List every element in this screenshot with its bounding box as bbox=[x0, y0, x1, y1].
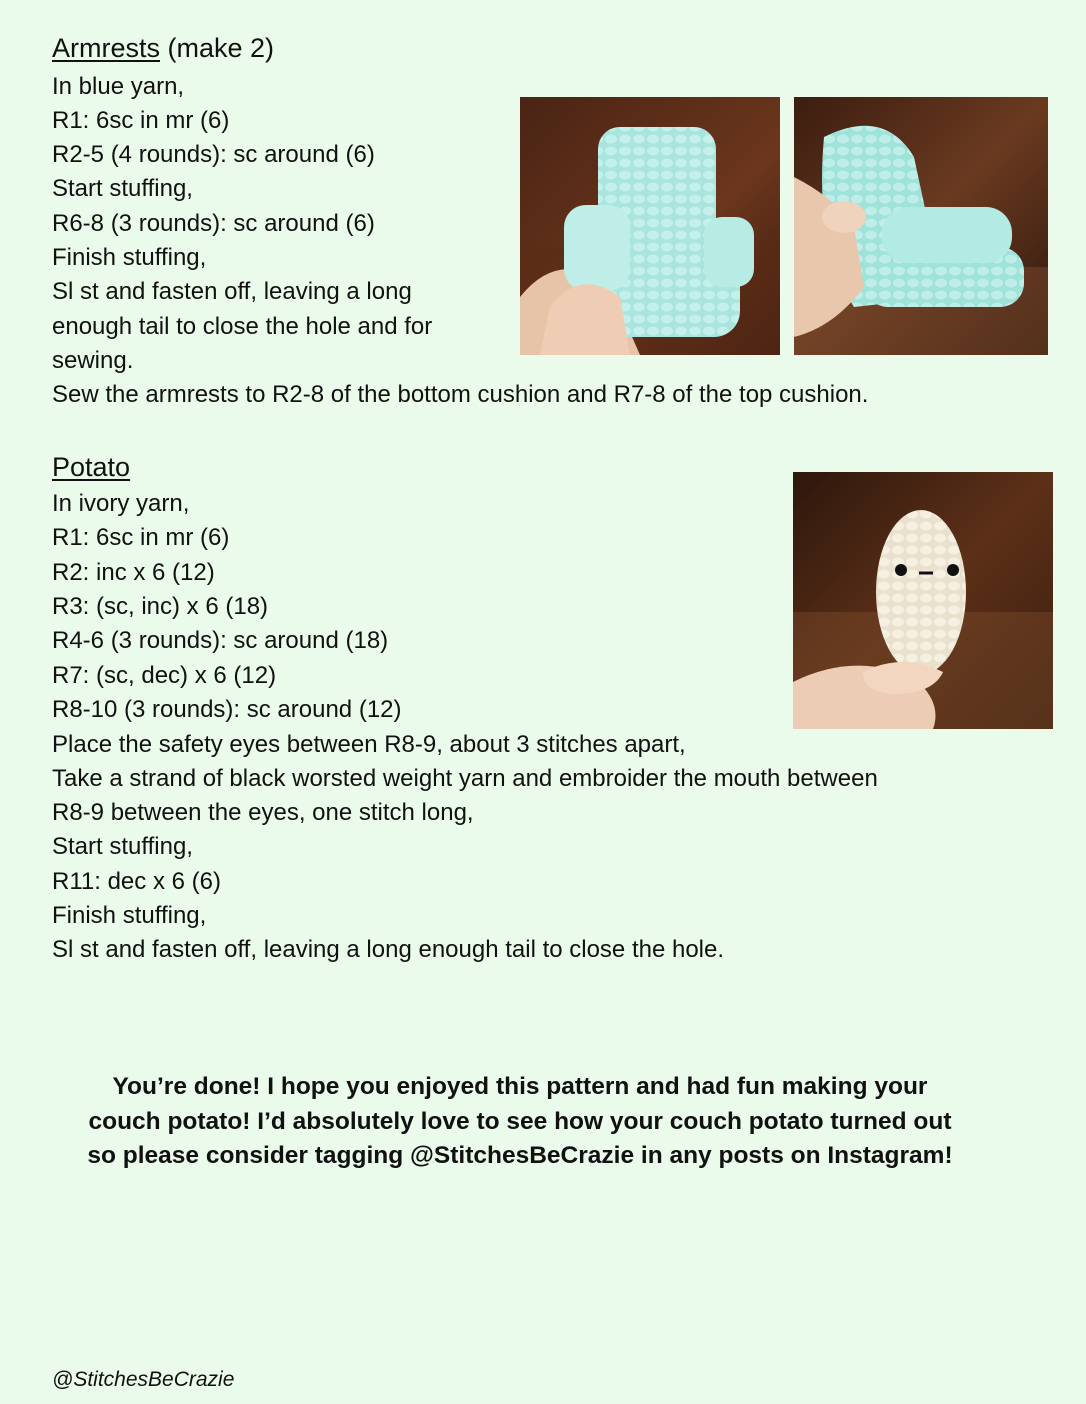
armrests-title: Armrests bbox=[52, 33, 160, 63]
armrests-line: Sew the armrests to R2-8 of the bottom cushion and R7-8 of the top cushion. bbox=[52, 381, 869, 408]
footer-handle: @StitchesBeCrazie bbox=[52, 1368, 235, 1391]
armrests-heading bbox=[52, 31, 274, 65]
closing-message bbox=[30, 1070, 1010, 1174]
potato-line: R4-6 (3 rounds): sc around (18) bbox=[52, 627, 389, 654]
armrests-line: R6-8 (3 rounds): sc around (6) bbox=[52, 210, 375, 237]
armrests-line: R1: 6sc in mr (6) bbox=[52, 107, 230, 134]
potato-line: Place the safety eyes between R8-9, about 3 stitches apart, bbox=[52, 731, 686, 758]
armrests-line: Sl st and fasten off, leaving a long bbox=[52, 278, 412, 305]
potato-line: R8-10 (3 rounds): sc around (12) bbox=[52, 696, 402, 723]
armrests-line: R2-5 (4 rounds): sc around (6) bbox=[52, 141, 375, 168]
potato-line: In ivory yarn, bbox=[52, 490, 190, 517]
armrests-line: In blue yarn, bbox=[52, 73, 185, 100]
armrests-title-note: (make 2) bbox=[167, 33, 275, 63]
potato-line: Take a strand of black worsted weight yarn and embroider the mouth between bbox=[52, 765, 878, 792]
potato-line: Start stuffing, bbox=[52, 833, 193, 860]
potato-heading bbox=[52, 450, 130, 484]
armchair-side-photo bbox=[794, 97, 1048, 355]
armrests-line: Start stuffing, bbox=[52, 175, 193, 202]
potato-line: Sl st and fasten off, leaving a long enough tail to close the hole. bbox=[52, 936, 725, 963]
potato-photo bbox=[793, 472, 1053, 729]
potato-line: R3: (sc, inc) x 6 (18) bbox=[52, 593, 269, 620]
closing-line: so please consider tagging @StitchesBeCrazie in any posts on Instagram! bbox=[87, 1142, 953, 1169]
potato-line: R11: dec x 6 (6) bbox=[52, 868, 221, 895]
potato-line: R1: 6sc in mr (6) bbox=[52, 524, 230, 551]
armrests-line: sewing. bbox=[52, 347, 134, 374]
armrests-line: Finish stuffing, bbox=[52, 244, 207, 271]
potato-title: Potato bbox=[52, 452, 131, 482]
armchair-front-photo bbox=[520, 97, 780, 355]
closing-line: couch potato! I’d absolutely love to see how your couch potato turned out bbox=[88, 1107, 952, 1135]
potato-line: R8-9 between the eyes, one stitch long, bbox=[52, 799, 474, 826]
potato-line: R2: inc x 6 (12) bbox=[52, 559, 215, 586]
potato-line: Finish stuffing, bbox=[52, 902, 207, 929]
closing-line: You’re done! I hope you enjoyed this pattern and had fun making your bbox=[112, 1073, 928, 1100]
potato-line: R7: (sc, dec) x 6 (12) bbox=[52, 662, 277, 689]
armrests-line: enough tail to close the hole and for bbox=[52, 313, 433, 340]
